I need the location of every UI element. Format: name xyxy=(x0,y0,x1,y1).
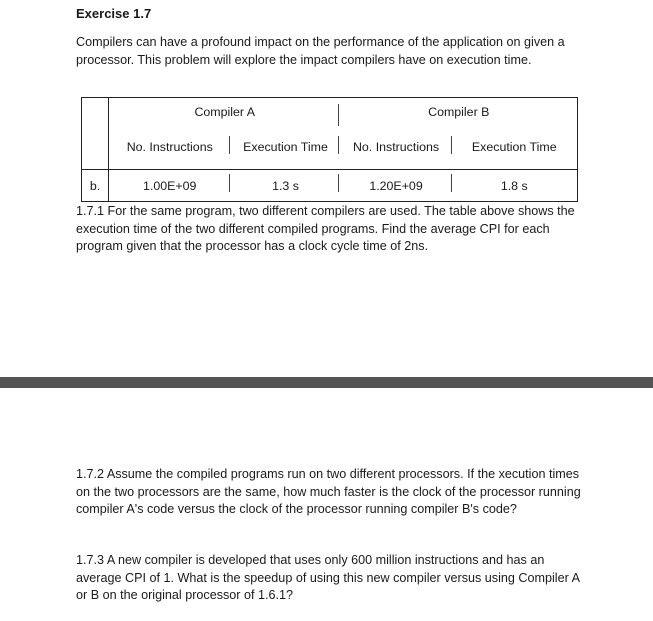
question-1-7-2: 1.7.2 Assume the compiled programs run on two different processors. If the xecution times on the two processors are the same, how much faster is the clock of the processor running compiler A's code versus the clock of the processor running compiler B's code? xyxy=(76,467,581,517)
question-1-7-3: 1.7.3 A new compiler is developed that uses only 600 million instructions and has an average CPI of 1. What is the speedup of using this new compiler versus using Compiler A or B on the original processor of 1.6.1? xyxy=(76,553,580,603)
cell-a-instructions: 1.00E+09 xyxy=(109,170,231,202)
col-separator xyxy=(451,136,452,154)
compiler-table xyxy=(81,97,578,202)
cell-b-instructions: 1.20E+09 xyxy=(369,178,423,193)
cell-b-time: 1.8 s xyxy=(500,178,528,193)
table-row xyxy=(82,170,578,202)
col-separator xyxy=(229,136,230,154)
col-separator xyxy=(229,174,230,192)
compiler-a-header: Compiler A xyxy=(109,98,341,126)
section-divider xyxy=(0,377,653,388)
row-label: b. xyxy=(89,178,101,193)
intro-paragraph: Compilers can have a profound impact on the performance of the application on given a processor. This problem will explore the impact compilers have on execution time. xyxy=(76,35,565,67)
col-header-b-time: Execution Time xyxy=(452,126,578,170)
exercise-title: Exercise 1.7 xyxy=(76,6,152,21)
col-separator xyxy=(338,136,339,154)
cell-a-time: 1.3 s xyxy=(272,178,299,193)
col-header-a-time: Execution Time xyxy=(231,126,341,170)
col-header-b-instructions: No. Instructions xyxy=(341,126,452,170)
col-separator xyxy=(451,174,452,192)
question-1-7-1: 1.7.1 For the same program, two different compilers are used. The table above shows the execution time of the two different compiled programs. Find the average CPI for each program given that the processor has a clock cycle time of 2ns. xyxy=(76,204,575,254)
group-header-row xyxy=(82,98,578,126)
group-separator xyxy=(338,104,339,126)
compiler-b-header: Compiler B xyxy=(428,104,490,119)
column-header-row xyxy=(82,126,578,170)
col-header-a-instructions: No. Instructions xyxy=(109,126,231,170)
col-separator xyxy=(338,174,339,192)
